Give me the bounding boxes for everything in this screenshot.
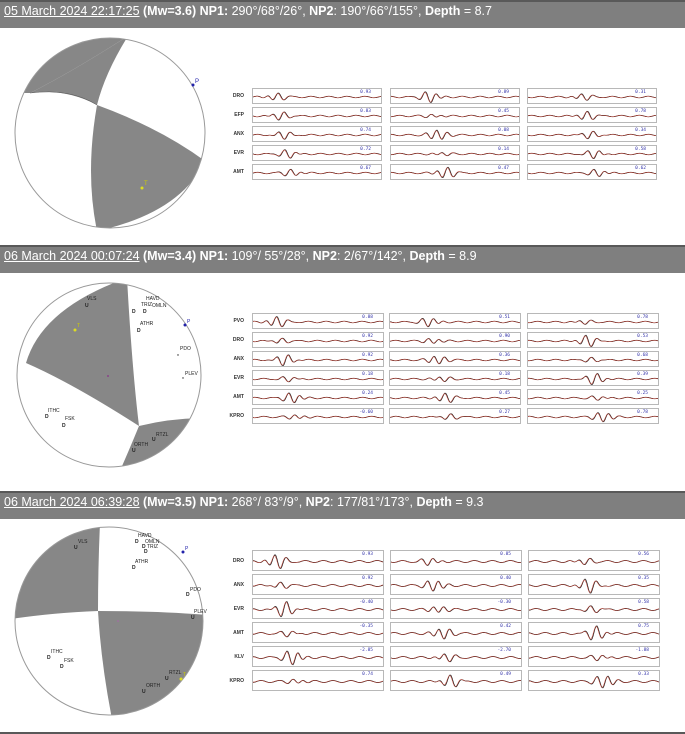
station-label: AMT	[233, 394, 244, 400]
correlation-value: 0.42	[500, 624, 511, 629]
correlation-value: 0.47	[498, 166, 509, 171]
svg-text:PLEV: PLEV	[185, 371, 198, 377]
waveform-panel	[390, 574, 522, 595]
event-header-1	[0, 0, 685, 28]
svg-text:D: D	[142, 544, 146, 550]
event-date-link[interactable]: 05 March 2024 22:17:25	[4, 4, 140, 18]
waveform-panel	[528, 622, 660, 643]
correlation-value: 0.33	[638, 672, 649, 677]
waveform-panel	[527, 126, 657, 142]
svg-text:D: D	[143, 309, 147, 315]
waveform-panel	[528, 574, 660, 595]
np2-value: : 2/67°/142°,	[336, 249, 410, 263]
correlation-value: 0.89	[498, 90, 509, 95]
waveform-panel	[527, 107, 657, 123]
correlation-value: -0.35	[359, 624, 373, 629]
svg-text:HAVD: HAVD	[138, 533, 152, 539]
waveform-panel	[252, 574, 384, 595]
station-label: DRO	[232, 557, 244, 564]
correlation-value: 0.78	[635, 109, 646, 114]
waveform-panel	[390, 550, 522, 571]
correlation-value: 0.62	[635, 166, 646, 171]
waveform-panel	[527, 370, 659, 386]
svg-text:ATHR: ATHR	[140, 321, 154, 327]
correlation-value: 0.93	[362, 552, 373, 557]
svg-text:T: T	[144, 181, 148, 187]
svg-text:D: D	[132, 565, 136, 571]
np1-value: 109°/ 55°/28°,	[228, 249, 313, 263]
waveform-panel	[390, 164, 520, 180]
svg-text:FSK: FSK	[65, 416, 75, 422]
correlation-value: 0.24	[362, 391, 373, 396]
correlation-value: 0.93	[360, 90, 371, 95]
station-label: EVR	[233, 150, 244, 156]
correlation-value: 0.74	[362, 672, 373, 677]
station-label: EVR	[233, 605, 244, 612]
correlation-value: 0.92	[362, 334, 373, 339]
depth-label: Depth	[409, 249, 445, 263]
np2-label: NP2	[309, 4, 334, 18]
svg-text:ORTH: ORTH	[146, 683, 161, 689]
station-label: KPRO	[229, 677, 244, 684]
waveform-panel	[389, 370, 521, 386]
correlation-value: 0.68	[637, 353, 648, 358]
correlation-value: -0.40	[359, 600, 373, 605]
svg-text:OMLN: OMLN	[152, 303, 167, 309]
svg-text:ITHC: ITHC	[48, 408, 60, 414]
waveform-panel	[528, 550, 660, 571]
svg-text:D: D	[60, 664, 64, 670]
magnitude: (Mw=3.4)	[143, 249, 197, 263]
station-label: PVO	[233, 318, 244, 324]
svg-text:T: T	[183, 672, 187, 678]
correlation-value: 0.90	[499, 334, 510, 339]
station-label: ANX	[233, 131, 244, 137]
waveform-panel	[252, 550, 384, 571]
waveform-panel	[252, 408, 384, 424]
event-header-3	[0, 491, 685, 519]
correlation-value: 0.39	[637, 372, 648, 377]
magnitude: (Mw=3.5)	[143, 495, 197, 509]
waveform-panel	[527, 145, 657, 161]
correlation-value: -0.60	[359, 410, 373, 415]
station-label: EVR	[233, 375, 244, 381]
svg-text:FSK: FSK	[64, 658, 74, 664]
svg-text:U: U	[152, 437, 156, 443]
svg-text:D: D	[186, 592, 190, 598]
correlation-value: 0.14	[498, 147, 509, 152]
correlation-value: 0.27	[499, 410, 510, 415]
waveform-panel	[389, 332, 521, 348]
correlation-value: 0.08	[498, 128, 509, 133]
station-label: DRO	[232, 337, 244, 343]
event-date-link[interactable]: 06 March 2024 06:39:28	[4, 495, 140, 509]
svg-text:D: D	[132, 309, 136, 315]
waveform-panel	[390, 88, 520, 104]
waveform-panel	[389, 408, 521, 424]
correlation-value: 0.53	[637, 334, 648, 339]
waveform-panel	[390, 670, 522, 691]
waveform-panel	[252, 598, 384, 619]
correlation-value: 0.58	[638, 600, 649, 605]
svg-text:P: P	[185, 546, 189, 552]
np1-value: 290°/68°/26°,	[228, 4, 310, 18]
correlation-value: 0.56	[638, 552, 649, 557]
waveform-panel	[252, 88, 382, 104]
event-header-2	[0, 245, 685, 273]
waveform-panel	[252, 670, 384, 691]
waveform-panel	[527, 88, 657, 104]
waveform-panel	[528, 670, 660, 691]
svg-text:D: D	[47, 655, 51, 661]
svg-text:PDO: PDO	[180, 346, 191, 352]
svg-text:U: U	[165, 676, 169, 682]
svg-text:D: D	[62, 423, 66, 429]
waveform-panel	[390, 646, 522, 667]
svg-text:U: U	[74, 545, 78, 551]
svg-text:TRIZ: TRIZ	[147, 544, 159, 550]
waveform-panel	[389, 351, 521, 367]
waveform-panel	[252, 646, 384, 667]
svg-text:ATHR: ATHR	[135, 559, 149, 565]
correlation-value: 0.92	[362, 353, 373, 358]
waveform-panel	[252, 332, 384, 348]
np1-label: NP1:	[199, 249, 229, 263]
waveform-panel	[252, 164, 382, 180]
correlation-value: 0.92	[362, 576, 373, 581]
svg-text:RTZL: RTZL	[169, 670, 182, 676]
svg-text:VLS: VLS	[78, 539, 88, 545]
station-label: ANX	[233, 356, 244, 362]
magnitude: (Mw=3.6)	[143, 4, 197, 18]
station-label: ANX	[233, 581, 244, 588]
waveform-panel	[390, 126, 520, 142]
waveform-panel	[528, 598, 660, 619]
focal-mechanism-beachball-1	[10, 33, 210, 238]
svg-text:D: D	[144, 549, 148, 555]
station-label: EFP	[234, 112, 244, 118]
correlation-value: 0.35	[638, 576, 649, 581]
correlation-value: -1.88	[635, 648, 649, 653]
waveform-panel	[252, 351, 384, 367]
np1-label: NP1:	[199, 4, 229, 18]
waveform-panel	[389, 313, 521, 329]
np1-value: 268°/ 83°/9°,	[228, 495, 306, 509]
svg-text:T: T	[77, 323, 81, 329]
correlation-value: 0.72	[360, 147, 371, 152]
correlation-value: 0.74	[360, 128, 371, 133]
correlation-value: 0.34	[635, 128, 646, 133]
correlation-value: 0.78	[637, 315, 648, 320]
correlation-value: 0.75	[638, 624, 649, 629]
svg-text:P: P	[187, 319, 191, 325]
focal-mechanism-beachball-3	[11, 523, 207, 724]
svg-text:HAVD: HAVD	[146, 296, 160, 302]
correlation-value: 0.18	[362, 372, 373, 377]
svg-text:ITHC: ITHC	[51, 649, 63, 655]
waveform-panel	[390, 107, 520, 123]
waveform-panel	[527, 351, 659, 367]
depth-value: = 8.9	[444, 249, 477, 263]
waveform-panel	[390, 622, 522, 643]
correlation-value: -2.85	[359, 648, 373, 653]
waveform-panel	[252, 313, 384, 329]
correlation-value: 0.49	[500, 672, 511, 677]
depth-value: = 9.3	[451, 495, 484, 509]
station-label: AMT	[233, 629, 244, 636]
waveform-panel	[527, 313, 659, 329]
waveform-panel	[252, 389, 384, 405]
waveform-panel	[527, 164, 657, 180]
np2-value: : 190°/66°/155°,	[333, 4, 425, 18]
correlation-value: 0.36	[499, 353, 510, 358]
station-label: KLV	[234, 653, 244, 660]
svg-text:RTZL: RTZL	[156, 432, 169, 438]
correlation-value: 0.51	[499, 315, 510, 320]
svg-text:D: D	[135, 539, 139, 545]
svg-text:VLS: VLS	[87, 296, 97, 302]
svg-text:D: D	[45, 414, 49, 420]
waveform-panel	[527, 332, 659, 348]
correlation-value: 0.78	[637, 410, 648, 415]
waveform-panel	[390, 598, 522, 619]
correlation-value: 0.45	[499, 391, 510, 396]
waveform-panel	[389, 389, 521, 405]
waveform-panel	[252, 622, 384, 643]
svg-text:PDO: PDO	[190, 587, 201, 593]
correlation-value: 0.31	[635, 90, 646, 95]
waveform-panel	[252, 145, 382, 161]
correlation-value: 0.25	[637, 391, 648, 396]
event-date-link[interactable]: 06 March 2024 00:07:24	[4, 249, 140, 263]
station-label: DRO	[232, 93, 244, 99]
svg-text:D: D	[137, 328, 141, 334]
np2-label: NP2	[312, 249, 337, 263]
correlation-value: -2.70	[497, 648, 511, 653]
svg-text:PLEV: PLEV	[194, 609, 207, 615]
correlation-value: 0.58	[635, 147, 646, 152]
np2-label: NP2	[305, 495, 330, 509]
svg-text:P: P	[195, 79, 200, 85]
np2-value: : 177/81°/173°,	[330, 495, 417, 509]
waveform-panel	[528, 646, 660, 667]
svg-text:U: U	[85, 303, 89, 309]
waveform-panel	[252, 370, 384, 386]
np1-label: NP1:	[199, 495, 229, 509]
svg-text:U: U	[191, 615, 195, 621]
svg-text:U: U	[142, 689, 146, 695]
depth-label: Depth	[424, 4, 461, 18]
correlation-value: 0.45	[498, 109, 509, 114]
correlation-value: 0.40	[500, 576, 511, 581]
waveform-panel	[252, 107, 382, 123]
depth-value: = 8.7	[460, 4, 492, 18]
waveform-panel	[527, 389, 659, 405]
svg-text:U: U	[132, 448, 136, 454]
svg-text:TRIZ: TRIZ	[141, 302, 153, 308]
waveform-panel	[252, 126, 382, 142]
correlation-value: 0.88	[362, 315, 373, 320]
station-label: AMT	[233, 169, 244, 175]
station-label: KPRO	[229, 413, 244, 419]
depth-label: Depth	[416, 495, 452, 509]
focal-mechanism-beachball-2	[12, 278, 207, 478]
svg-text:OMLN: OMLN	[145, 539, 160, 545]
correlation-value: 0.18	[499, 372, 510, 377]
correlation-value: 0.85	[500, 552, 511, 557]
correlation-value: 0.67	[360, 166, 371, 171]
svg-text:ORTH: ORTH	[134, 442, 149, 448]
waveform-panel	[527, 408, 659, 424]
waveform-panel	[390, 145, 520, 161]
correlation-value: 0.83	[360, 109, 371, 114]
correlation-value: -0.30	[497, 600, 511, 605]
